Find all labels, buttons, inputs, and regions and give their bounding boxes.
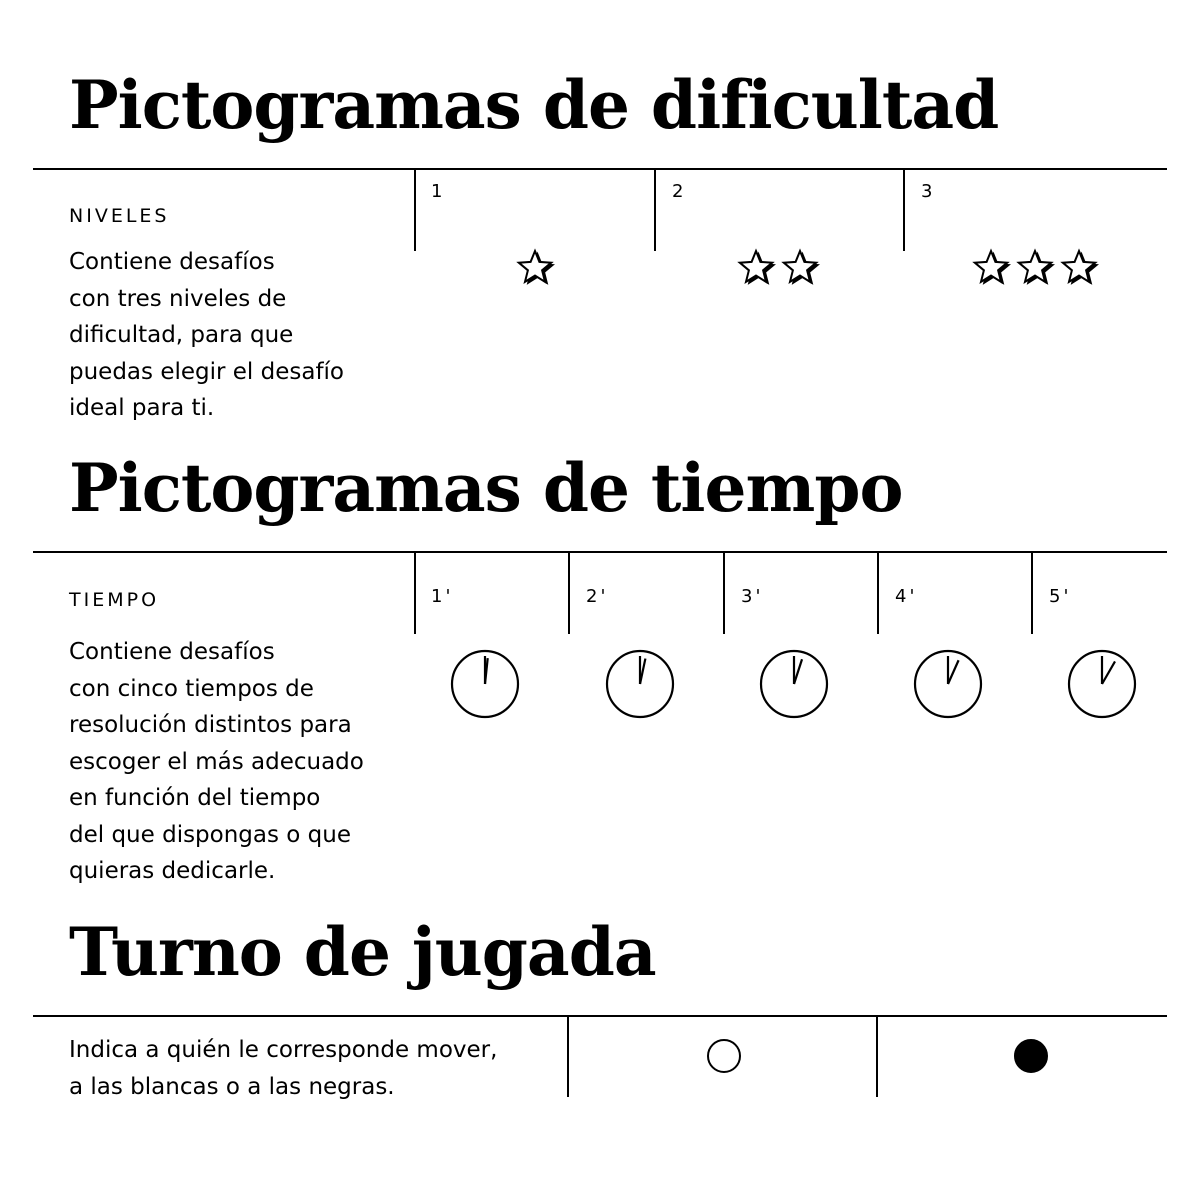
black-circle-icon bbox=[1015, 1040, 1047, 1072]
time-number: 4' bbox=[895, 586, 918, 607]
description-line: en función del tiempo bbox=[69, 785, 321, 811]
turn-title: Turno de jugada bbox=[69, 913, 656, 991]
description-line: del que dispongas o que bbox=[69, 821, 352, 848]
description-line: escoger el más adecuado bbox=[69, 748, 364, 775]
time-number: 2' bbox=[586, 586, 609, 607]
level-number: 1 bbox=[431, 181, 446, 202]
description-line: dificultad, para que bbox=[69, 322, 294, 348]
description-line: quieras dedicarle. bbox=[69, 858, 276, 884]
levels-label: NIVELES bbox=[69, 205, 170, 227]
description-line: con tres niveles de bbox=[69, 285, 287, 312]
level-number: 3 bbox=[921, 181, 936, 202]
description-line: Contiene desafíos bbox=[69, 249, 275, 275]
description-line: Indica a quién le corresponde mover, bbox=[69, 1037, 498, 1063]
description-line: Contiene desafíos bbox=[69, 639, 275, 665]
difficulty-title: Pictogramas de dificultad bbox=[69, 66, 999, 144]
time-number: 1' bbox=[431, 586, 454, 607]
white-circle-icon bbox=[708, 1040, 740, 1072]
description-line: resolución distintos para bbox=[69, 712, 352, 738]
description-line: puedas elegir el desafío bbox=[69, 358, 345, 385]
time-title: Pictogramas de tiempo bbox=[69, 449, 903, 527]
time-number: 3' bbox=[741, 586, 764, 607]
description-line: ideal para ti. bbox=[69, 395, 215, 421]
time-label: TIEMPO bbox=[69, 589, 160, 611]
description-line: a las blancas o a las negras. bbox=[69, 1073, 395, 1100]
description-line: con cinco tiempos de bbox=[69, 675, 314, 702]
level-number: 2 bbox=[672, 181, 687, 202]
time-number: 5' bbox=[1049, 586, 1072, 607]
